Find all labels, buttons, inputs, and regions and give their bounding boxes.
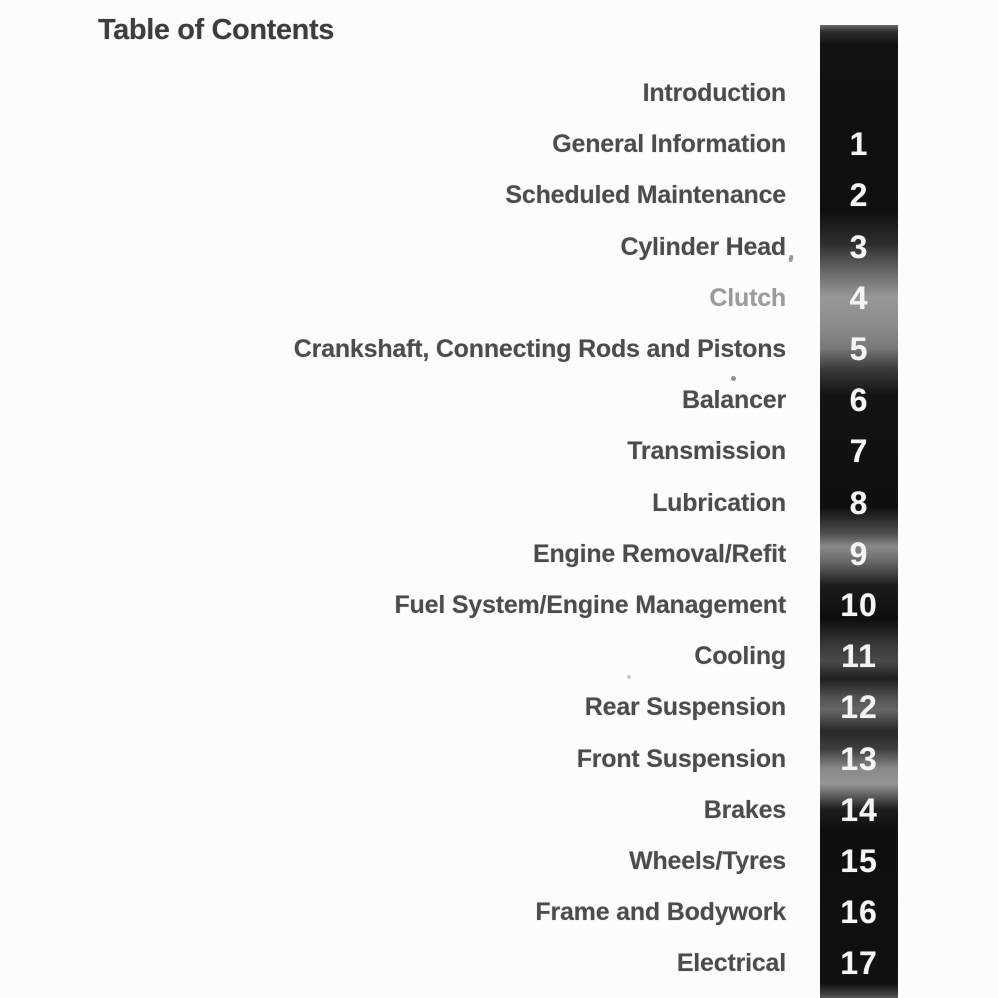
scan-speck: [788, 255, 793, 263]
chapter-tab-number: 7: [849, 433, 869, 470]
toc-entry: Front Suspension: [576, 744, 786, 773]
chapter-tab-number: 17: [840, 945, 878, 982]
chapter-tab-number: 15: [840, 843, 878, 879]
toc-entry: Scheduled Maintenance: [505, 181, 786, 210]
chapter-tab-number: 5: [849, 331, 869, 367]
chapter-tab-number: 8: [849, 484, 869, 521]
toc-entry: Engine Removal/Refit: [533, 539, 786, 568]
chapter-tab-number: 3: [849, 228, 869, 265]
chapter-tab-number: 9: [849, 535, 869, 572]
toc-entry: Wheels/Tyres: [629, 847, 786, 875]
chapter-tab-number: 11: [841, 638, 877, 675]
chapter-tab-number: 10: [840, 587, 878, 623]
toc-entry: Crankshaft, Connecting Rods and Pistons: [293, 335, 786, 363]
chapter-tab-number: 2: [849, 177, 869, 214]
toc-entry: Cylinder Head: [620, 232, 786, 261]
toc-entry: General Information: [552, 130, 786, 159]
toc-entry: Rear Suspension: [584, 693, 786, 722]
chapter-tab-number: 12: [840, 689, 878, 726]
chapter-tab-number: 14: [840, 791, 878, 828]
toc-entry: Balancer: [681, 386, 786, 415]
toc-entry: Lubrication: [652, 488, 786, 517]
chapter-tab-number: 4: [849, 279, 869, 316]
toc-entry: Brakes: [703, 795, 786, 824]
toc-entry: Electrical: [676, 949, 786, 978]
toc-entry: Transmission: [627, 437, 786, 466]
toc-entry: Fuel System/Engine Management: [394, 591, 786, 619]
toc-entry: Frame and Bodywork: [535, 898, 786, 927]
toc-entry: Introduction: [642, 79, 786, 107]
chapter-tab-number: 1: [849, 126, 869, 163]
scan-speck: [731, 376, 736, 381]
page-title: Table of Contents: [98, 14, 334, 46]
toc-entry: Cooling: [694, 642, 786, 671]
chapter-tab-number: 6: [849, 382, 869, 419]
chapter-tab-number: 16: [840, 894, 878, 931]
toc-entry: Clutch: [709, 283, 786, 312]
scan-speck: [627, 675, 631, 679]
chapter-tab-number: 13: [840, 740, 878, 777]
